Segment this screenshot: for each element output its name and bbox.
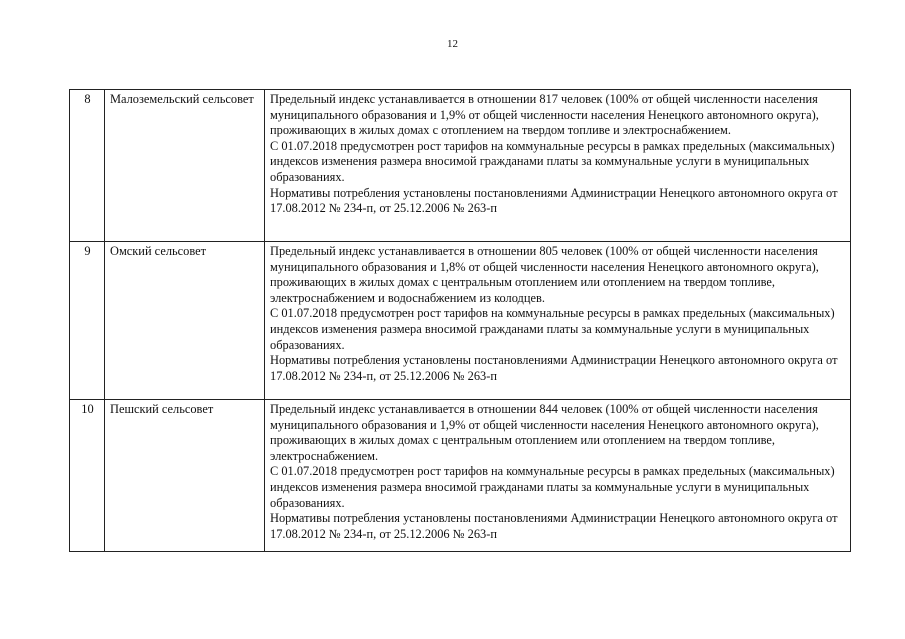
norms-paragraph: Нормативы потребления установлены постановлениями Администрации Ненецкого автономного округа от 17.08.2012 № 234-п, от 25.12.2006 № 263-п <box>270 353 838 383</box>
norms-paragraph: Нормативы потребления установлены постановлениями Администрации Ненецкого автономного округа от 17.08.2012 № 234-п, от 25.12.2006 № 263-п <box>270 511 838 541</box>
tariff-paragraph: С 01.07.2018 предусмотрен рост тарифов на коммунальные ресурсы в рамках предельных (максимальных) индексов изменения размера вносимой гражданами платы за коммунальные услуги в муниципальных образованиях. <box>270 138 835 184</box>
row-description <box>265 242 851 400</box>
row-number: 9 <box>70 242 105 400</box>
table-row <box>70 400 851 552</box>
index-paragraph: Предельный индекс устанавливается в отношении 844 человек (100% от общей численности населения муниципального образования и 1,9% от общей численности населения Ненецкого автономного округа), проживающих в жилых домах с центральным отоплением или отоплением на твердом топливе, электроснабжением. <box>270 402 819 463</box>
index-paragraph: Предельный индекс устанавливается в отношении 817 человек (100% от общей численности населения муниципального образования и 1,9% от общей численности населения Ненецкого автономного округа), проживающих в жилых домах с отоплением на твердом топливе и электроснабжением. <box>270 92 819 138</box>
row-description <box>265 90 851 242</box>
row-number: 10 <box>70 400 105 552</box>
municipality-name: Омский сельсовет <box>105 242 265 400</box>
municipality-name: Малоземельский сельсовет <box>105 90 265 242</box>
table-row <box>70 90 851 242</box>
row-description <box>265 400 851 552</box>
tariff-paragraph: С 01.07.2018 предусмотрен рост тарифов на коммунальные ресурсы в рамках предельных (максимальных) индексов изменения размера вносимой гражданами платы за коммунальные услуги в муниципальных образованиях. <box>270 464 835 510</box>
index-paragraph: Предельный индекс устанавливается в отношении 805 человек (100% от общей численности населения муниципального образования и 1,8% от общей численности населения Ненецкого автономного округа), проживающих в жилых домах с центральным отоплением или отоплением на твердом топливе, электроснабжением и водоснабжением из колодцев. <box>270 244 819 305</box>
norms-paragraph: Нормативы потребления установлены постановлениями Администрации Ненецкого автономного округа от 17.08.2012 № 234-п, от 25.12.2006 № 263-п <box>270 185 838 216</box>
table-row <box>70 242 851 400</box>
row-number: 8 <box>70 90 105 242</box>
tariff-paragraph: С 01.07.2018 предусмотрен рост тарифов на коммунальные ресурсы в рамках предельных (максимальных) индексов изменения размера вносимой гражданами платы за коммунальные услуги в муниципальных образованиях. <box>270 306 835 352</box>
municipality-name: Пешский сельсовет <box>105 400 265 552</box>
tariff-table <box>69 89 851 552</box>
page-number: 12 <box>447 38 458 50</box>
